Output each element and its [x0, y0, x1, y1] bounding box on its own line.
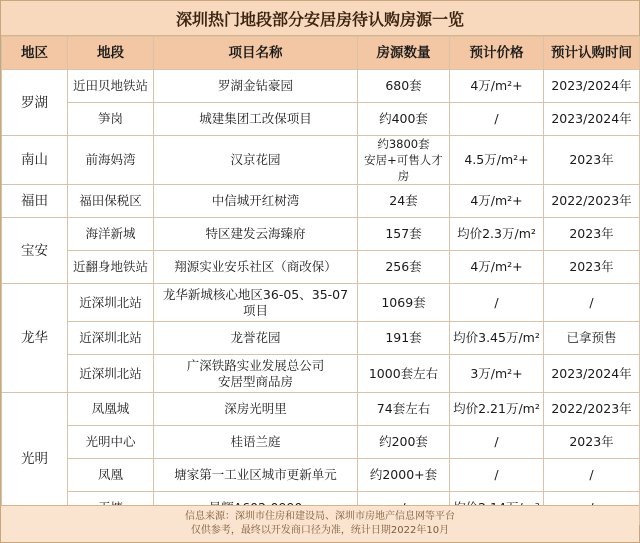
- time-cell: 2023年: [544, 251, 640, 284]
- source-footer: [1, 505, 639, 542]
- price-cell: 均价2.21万/m²: [450, 393, 544, 426]
- table-row: [2, 70, 640, 103]
- quantity-cell: 1000套左右: [358, 355, 450, 393]
- project-cell: 特区建发云海臻府: [154, 218, 358, 251]
- quantity-cell: 74套左右: [358, 393, 450, 426]
- quantity-cell: 约2000+套: [358, 459, 450, 492]
- time-cell: 2023年: [544, 218, 640, 251]
- location-cell: 凤凰: [68, 459, 154, 492]
- price-cell: /: [450, 459, 544, 492]
- quantity-cell: 680套: [358, 70, 450, 103]
- table-row: [2, 459, 640, 492]
- project-cell: 城建集团工改保项目: [154, 103, 358, 136]
- header-price: 预计价格: [450, 37, 544, 70]
- location-cell: 海洋新城: [68, 218, 154, 251]
- housing-table: [1, 36, 640, 525]
- time-cell: 2023/2024年: [544, 355, 640, 393]
- quantity-cell: 24套: [358, 185, 450, 218]
- price-cell: /: [450, 103, 544, 136]
- location-cell: 福田保税区: [68, 185, 154, 218]
- table-title: 深圳热门地段部分安居房待认购房源一览: [1, 1, 639, 36]
- header-location: 地段: [68, 37, 154, 70]
- table-row: [2, 251, 640, 284]
- area-cell: 福田: [2, 185, 68, 218]
- table-header-row: [2, 37, 640, 70]
- table-row: [2, 185, 640, 218]
- table-row: [2, 136, 640, 185]
- quantity-cell: 157套: [358, 218, 450, 251]
- price-cell: /: [450, 426, 544, 459]
- location-cell: 近翻身地铁站: [68, 251, 154, 284]
- price-cell: 均价2.3万/m²: [450, 218, 544, 251]
- location-cell: 凤凰城: [68, 393, 154, 426]
- quantity-cell: 约200套: [358, 426, 450, 459]
- table-row: [2, 355, 640, 393]
- table-row: [2, 393, 640, 426]
- area-cell: 龙华: [2, 284, 68, 393]
- location-cell: 近深圳北站: [68, 355, 154, 393]
- project-cell: 中信城开红树湾: [154, 185, 358, 218]
- time-cell: 2023年: [544, 426, 640, 459]
- quantity-cell: 256套: [358, 251, 450, 284]
- time-cell: 已拿预售: [544, 322, 640, 355]
- time-cell: /: [544, 284, 640, 322]
- project-cell: 罗湖金钻豪园: [154, 70, 358, 103]
- price-cell: 4.5万/m²+: [450, 136, 544, 185]
- area-cell: 光明: [2, 393, 68, 525]
- project-cell: 桂语兰庭: [154, 426, 358, 459]
- project-cell: 翔源实业安乐社区（商改保）: [154, 251, 358, 284]
- price-cell: 4万/m²+: [450, 185, 544, 218]
- quantity-cell: 约400套: [358, 103, 450, 136]
- header-area: 地区: [2, 37, 68, 70]
- price-cell: 3万/m²+: [450, 355, 544, 393]
- location-cell: 近深圳北站: [68, 322, 154, 355]
- quantity-cell: 191套: [358, 322, 450, 355]
- table-row: [2, 218, 640, 251]
- project-cell: 广深铁路实业发展总公司 安居型商品房: [154, 355, 358, 393]
- header-time: 预计认购时间: [544, 37, 640, 70]
- location-cell: 近深圳北站: [68, 284, 154, 322]
- project-cell: 塘家第一工业区城市更新单元: [154, 459, 358, 492]
- source-note: 信息来源：深圳市住房和建设局、深圳市房地产信息网等平台: [185, 511, 455, 522]
- location-cell: 前海妈湾: [68, 136, 154, 185]
- project-cell: 汉京花园: [154, 136, 358, 185]
- disclaimer-note: 仅供参考，最终以开发商口径为准，统计日期2022年10月: [190, 525, 450, 536]
- project-cell: 龙华新城核心地区36-05、35-07 项目: [154, 284, 358, 322]
- location-cell: 笋岗: [68, 103, 154, 136]
- project-cell: 龙誉花园: [154, 322, 358, 355]
- location-cell: 光明中心: [68, 426, 154, 459]
- price-cell: 4万/m²+: [450, 70, 544, 103]
- price-cell: 均价3.45万/m²: [450, 322, 544, 355]
- project-cell: 深房光明里: [154, 393, 358, 426]
- table-row: [2, 322, 640, 355]
- quantity-cell: 约3800套 安居+可售人才房: [358, 136, 450, 185]
- area-cell: 南山: [2, 136, 68, 185]
- time-cell: /: [544, 459, 640, 492]
- table-row: [2, 426, 640, 459]
- time-cell: 2023/2024年: [544, 70, 640, 103]
- area-cell: 罗湖: [2, 70, 68, 136]
- time-cell: 2022/2023年: [544, 185, 640, 218]
- table-row: [2, 103, 640, 136]
- price-cell: /: [450, 284, 544, 322]
- header-quantity: 房源数量: [358, 37, 450, 70]
- time-cell: 2023年: [544, 136, 640, 185]
- time-cell: 2022/2023年: [544, 393, 640, 426]
- quantity-cell: 1069套: [358, 284, 450, 322]
- price-cell: 4万/m²+: [450, 251, 544, 284]
- area-cell: 宝安: [2, 218, 68, 284]
- header-project: 项目名称: [154, 37, 358, 70]
- time-cell: 2023/2024年: [544, 103, 640, 136]
- location-cell: 近田贝地铁站: [68, 70, 154, 103]
- table-row: [2, 284, 640, 322]
